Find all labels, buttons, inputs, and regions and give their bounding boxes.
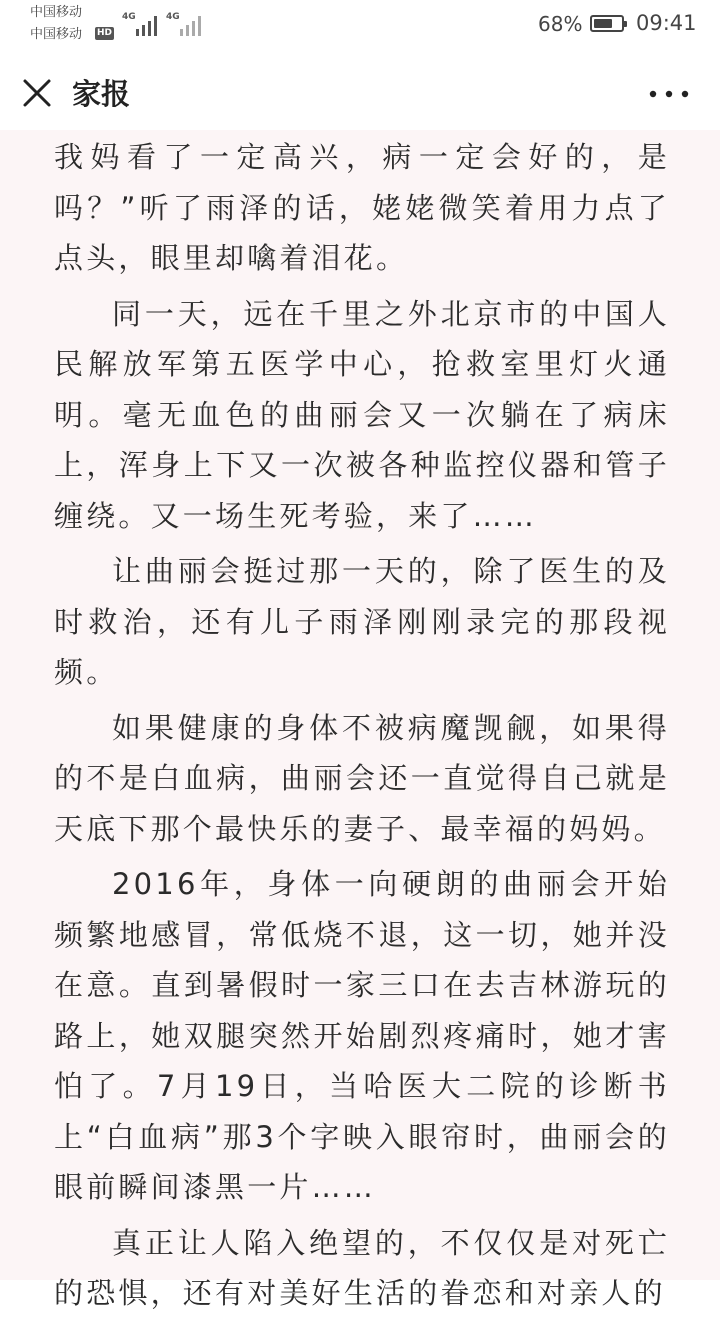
more-icon [640,76,700,112]
status-bar [0,0,720,50]
article-paragraph-5: 2016年，身体一向硬朗的曲丽会开始频繁地感冒，常低烧不退，这一切，她并没在意。直到暑假时一家三口在去吉林游玩的路上，她双腿突然开始剧烈疼痛时，她才害怕了。7月19日，当哈医大二院的诊断书上“白血病”那3个字映入眼帘时，曲丽会的眼前瞬间漆黑一片…… [54,867,670,1204]
close-icon [18,74,56,112]
page-title: 家报 [72,77,131,111]
clock: 09:41 [636,11,697,35]
more-button[interactable] [640,76,700,112]
hd-badge: HD [97,28,113,38]
app-header [0,50,720,138]
signal-icon-1 [122,12,164,36]
network-type-1: 4G [122,12,136,22]
battery-percentage: 68% [538,12,583,36]
article-paragraph-3: 让曲丽会挺过那一天的，除了医生的及时救治，还有儿子雨泽刚刚录完的那段视频。 [54,554,670,689]
article-paragraph-6: 真正让人陷入绝望的，不仅仅是对死亡的恐惧，还有对美好生活的眷恋和对亲人的 [54,1225,670,1310]
signal-icon-2 [166,12,208,36]
article-paragraph-2: 同一天，远在千里之外北京市的中国人民解放军第五医学中心，抢救室里灯火通明。毫无血色的曲丽会又一次躺在了病床上，浑身上下又一次被各种监控仪器和管子缠绕。又一场生死考验，来了…… [54,296,670,533]
article-body[interactable] [0,130,720,1310]
carrier-label-2: 中国移动 [30,27,83,42]
carrier-label-1: 中国移动 [30,5,83,20]
article-paragraph-1: 我妈看了一定高兴，病一定会好的，是吗？”听了雨泽的话，姥姥微笑着用力点了点头，眼里却噙着泪花。 [54,140,670,275]
article-paragraph-4: 如果健康的身体不被病魔觊觎，如果得的不是白血病，曲丽会还一直觉得自己就是天底下那个最快乐的妻子、最幸福的妈妈。 [54,710,670,846]
close-button[interactable] [18,74,56,112]
battery-icon [590,15,624,32]
network-type-2: 4G [166,12,180,22]
